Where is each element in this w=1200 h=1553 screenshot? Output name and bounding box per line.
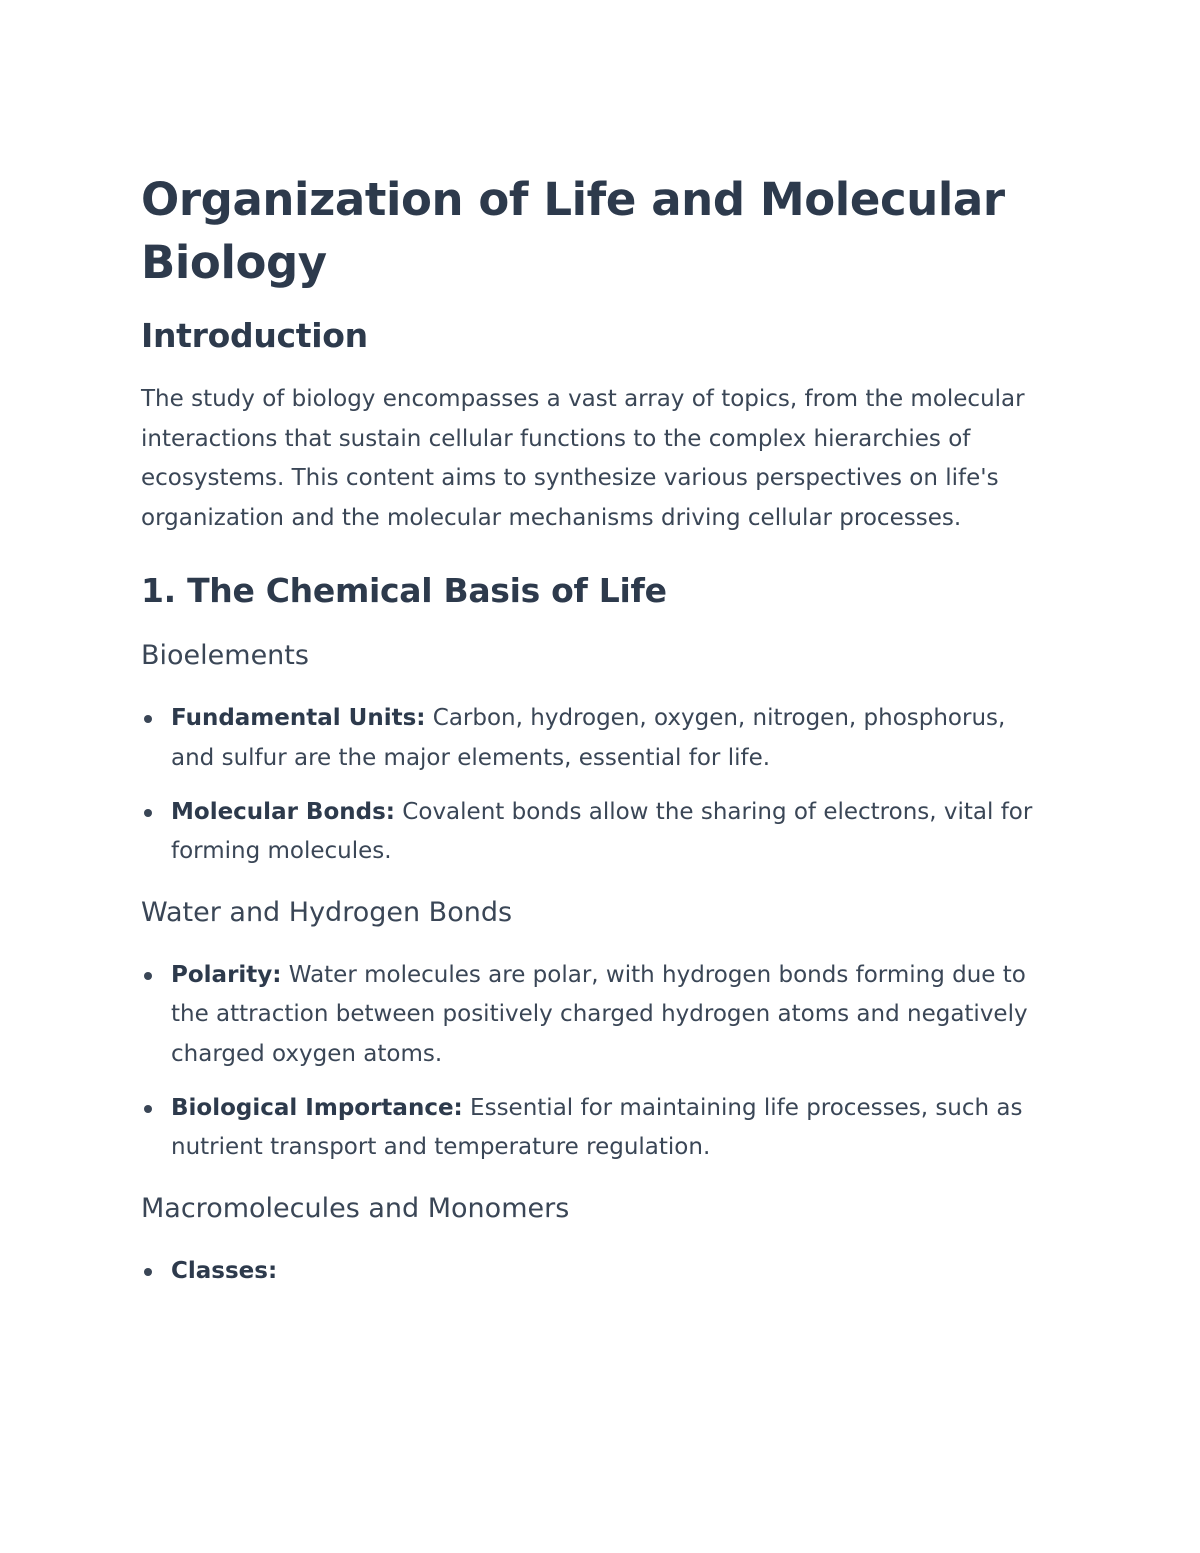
macromolecules-list (141, 1252, 1050, 1292)
list-item (141, 956, 1050, 1075)
introduction-paragraph: The study of biology encompasses a vast array of topics, from the molecular interactions that sustain cellular functions to the complex hierarchies of ecosystems. This content aims to synthesize various perspectives on life's organization and the molecular mechanisms driving cellular processes. (141, 386, 1025, 531)
bullet-icon (144, 972, 152, 980)
list-item (141, 1089, 1050, 1168)
bullet-icon (144, 809, 152, 817)
list-item-text: Essential for maintaining life processes, such as nutrient transport and temperature regulation. (171, 1094, 1023, 1161)
list-item-label: Fundamental Units: (171, 705, 426, 732)
bullet-icon (144, 1105, 152, 1113)
water-list (141, 956, 1050, 1168)
list-item (141, 793, 1050, 872)
list-item-text: Water molecules are polar, with hydrogen bonds forming due to the attraction between positively charged hydrogen atoms and negatively charged oxygen atoms. (171, 961, 1028, 1067)
subheading-water-hydrogen-bonds: Water and Hydrogen Bonds (141, 896, 513, 928)
list-item-text: Covalent bonds allow the sharing of electrons, vital for forming molecules. (171, 798, 1033, 865)
section-heading-chemical-basis: 1. The Chemical Basis of Life (141, 571, 667, 611)
bullet-icon (144, 715, 152, 723)
bioelements-list (141, 699, 1050, 871)
list-item-label: Biological Importance: (171, 1094, 463, 1121)
introduction-heading: Introduction (141, 316, 368, 355)
list-item-label: Classes: (171, 1257, 278, 1284)
list-item (141, 1252, 1050, 1292)
bullet-icon (144, 1268, 152, 1276)
list-item-label: Polarity: (171, 961, 282, 988)
list-item-label: Molecular Bonds: (171, 798, 395, 825)
subheading-bioelements: Bioelements (141, 640, 309, 672)
subheading-macromolecules: Macromolecules and Monomers (141, 1192, 570, 1224)
list-item-text: Carbon, hydrogen, oxygen, nitrogen, phosphorus, and sulfur are the major elements, essential for life. (171, 705, 1006, 771)
document-title: Organization of Life and Molecular Biology (141, 173, 1005, 289)
list-item (141, 699, 1050, 778)
